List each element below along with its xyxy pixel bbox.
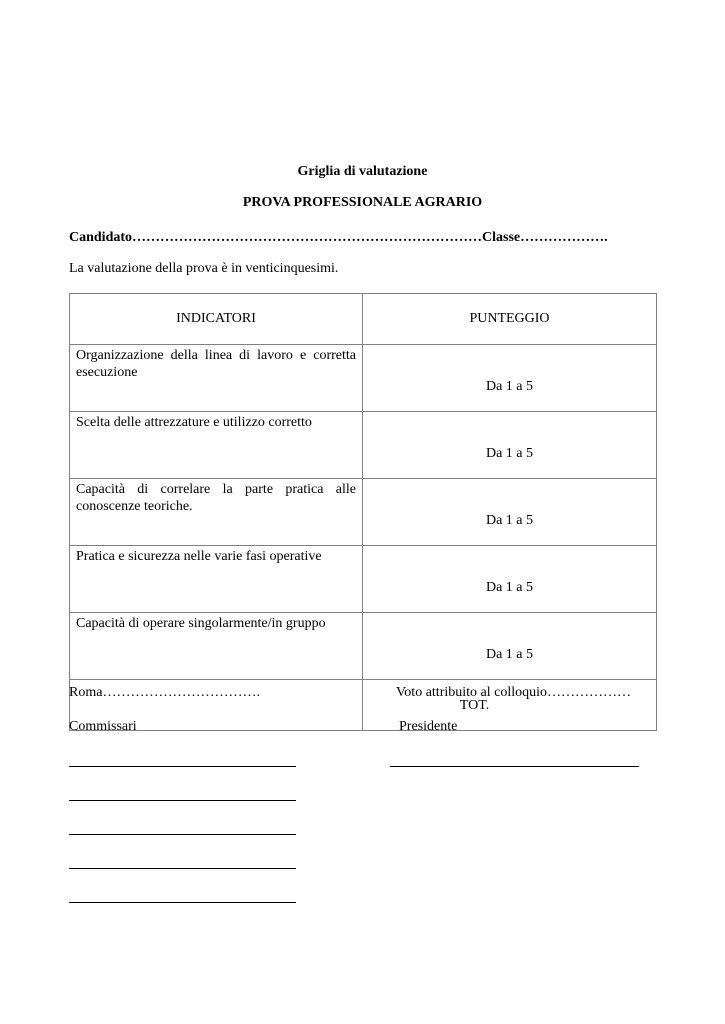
commissioners-label: Commissari <box>69 719 137 734</box>
header-indicators: INDICATORI <box>70 294 363 345</box>
candidate-class-line: Candidato…………………………………………………………………Classe………………. <box>69 230 608 245</box>
indicator-cell: Capacità di correlare la parte pratica alle conoscenze teoriche. <box>70 479 363 546</box>
indicator-cell: Capacità di operare singolarmente/in gruppo <box>70 613 363 680</box>
indicator-cell: Pratica e sicurezza nelle varie fasi operative <box>70 546 363 613</box>
table-row <box>70 479 657 546</box>
table-row <box>70 345 657 412</box>
total-label: TOT. <box>459 697 490 713</box>
score-cell: Da 1 a 5 <box>363 479 657 546</box>
document-title: Griglia di valutazione <box>297 164 428 179</box>
table-row <box>70 412 657 479</box>
signature-line <box>69 766 296 767</box>
score-cell: Da 1 a 5 <box>363 613 657 680</box>
indicator-cell: Scelta delle attrezzature e utilizzo corretto <box>70 412 363 479</box>
table-row <box>70 546 657 613</box>
vote-line: Voto attribuito al colloquio……………… <box>396 685 632 700</box>
signature-line <box>69 868 296 869</box>
header-score: PUNTEGGIO <box>363 294 657 345</box>
president-label: Presidente <box>399 719 458 734</box>
score-cell: Da 1 a 5 <box>363 546 657 613</box>
place-line: Roma……………………………. <box>69 685 260 700</box>
president-signature-line <box>390 766 639 767</box>
document-subtitle: PROVA PROFESSIONALE AGRARIO <box>242 195 483 210</box>
table-row <box>70 613 657 680</box>
intro-text: La valutazione della prova è in venticinquesimi. <box>69 261 339 276</box>
score-cell: Da 1 a 5 <box>363 412 657 479</box>
score-cell: Da 1 a 5 <box>363 345 657 412</box>
table-header-row <box>70 294 657 345</box>
evaluation-grid <box>69 293 657 731</box>
signature-line <box>69 834 296 835</box>
signature-line <box>69 800 296 801</box>
indicator-cell: Organizzazione della linea di lavoro e corretta esecuzione <box>70 345 363 412</box>
signature-line <box>69 902 296 903</box>
